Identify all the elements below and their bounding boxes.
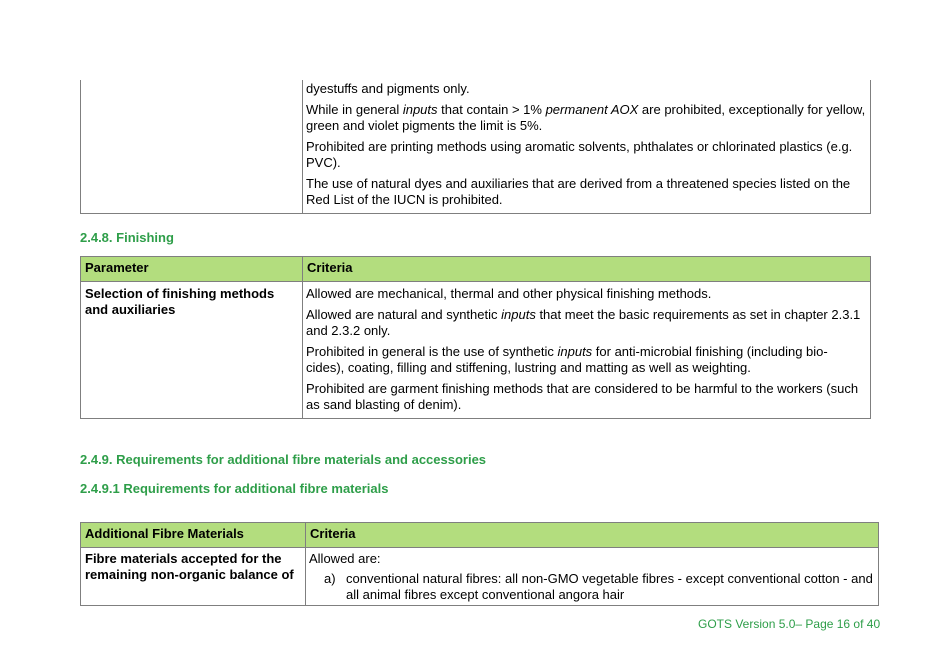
column-header-criteria: Criteria: [303, 257, 871, 282]
page-footer: GOTS Version 5.0– Page 16 of 40: [698, 617, 881, 631]
criteria-paragraph-aox: While in general inputs that contain > 1% permanent AOX are prohibited, exceptionally for yellow, green and violet pigments the limit is 5%.: [306, 102, 866, 133]
column-header-parameter: Parameter: [81, 257, 303, 282]
criteria-paragraph-antimicrobial: Prohibited in general is the use of synthetic inputs for anti-microbial finishing (including bio-cides), coating, filling and stiffening, lustring and matting as well as weighting.: [306, 344, 828, 375]
section-heading-finishing: 2.4.8. Finishing: [80, 230, 174, 245]
criteria-paragraph: Prohibited are garment finishing methods that are considered to be harmful to the workers (such as sand blasting of denim).: [306, 381, 859, 412]
section-heading-additional-fibres: 2.4.9. Requirements for additional fibre materials and accessories: [80, 452, 487, 467]
list-item-label: a): [324, 571, 336, 586]
additional-fibre-materials-table: [80, 522, 879, 606]
finishing-table: [80, 256, 871, 419]
criteria-cell: [303, 282, 871, 419]
column-header-additional-fibre-materials: Additional Fibre Materials: [81, 523, 306, 548]
criteria-paragraph: Allowed are mechanical, thermal and other physical finishing methods.: [306, 286, 712, 301]
column-header-criteria: Criteria: [306, 523, 879, 548]
subsection-heading-additional-fibre-materials: 2.4.9.1 Requirements for additional fibre materials: [80, 481, 389, 496]
criteria-paragraph: dyestuffs and pigments only.: [306, 81, 470, 96]
list-item-text: conventional natural fibres: all non-GMO vegetable fibres - except conventional cotton - and all animal fibres except conventional angora hair: [346, 571, 873, 602]
list-item: [324, 571, 874, 603]
empty-parameter-cell: [81, 80, 303, 214]
criteria-paragraph: The use of natural dyes and auxiliaries that are derived from a threatened species listed on the Red List of the IUCN is prohibited.: [306, 176, 851, 207]
parameter-cell: Fibre materials accepted for the remaining non-organic balance of: [81, 548, 306, 606]
dyeing-printing-table-continued: [80, 80, 871, 214]
criteria-paragraph: Prohibited are printing methods using aromatic solvents, phthalates or chlorinated plastics (e.g. PVC).: [306, 139, 853, 170]
criteria-paragraph-inputs: Allowed are natural and synthetic inputs that meet the basic requirements as set in chapter 2.3.1 and 2.3.2 only.: [306, 307, 861, 338]
allowed-intro: Allowed are:: [309, 551, 381, 566]
parameter-cell: Selection of finishing methods and auxiliaries: [81, 282, 303, 419]
criteria-cell: [303, 80, 871, 214]
criteria-cell: [306, 548, 879, 606]
